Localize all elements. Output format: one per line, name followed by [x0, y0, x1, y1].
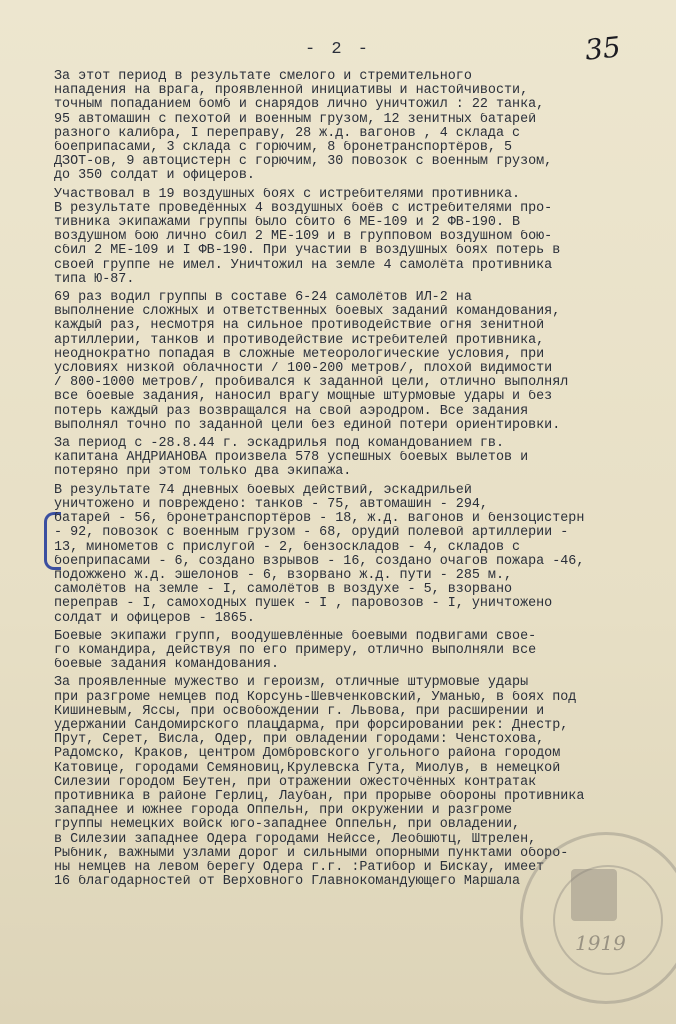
text-line: переправ - I, самоходных пушек - I , паровозов - I, уничтожено — [54, 597, 553, 612]
text-line: разного калибра, I переправу, 28 ж.д. вагонов , 4 склада с — [54, 126, 521, 141]
text-line: выполнение сложных и ответственных боевых заданий командования, — [54, 305, 561, 320]
text-line: боевые задания командования. — [54, 658, 279, 673]
text-line: потерь каждый раз возвращался на свой аэродром. Все задания — [54, 404, 529, 419]
text-line: потеряно при этом только два экипажа. — [54, 465, 352, 480]
text-line: боеприпасами, 3 склада с горючим, 8 бронетранспортёров, 5 — [54, 141, 513, 156]
text-line: батарей - 56, бронетранспортёров - 18, ж.д. вагонов и бензоцистерн — [54, 512, 585, 527]
text-line: подожжено ж.д. эшелонов - 6, взорвано ж.д. пути - 285 м., — [54, 568, 513, 583]
text-line: солдат и офицеров - 1865. — [54, 611, 255, 626]
text-line: го командира, действуя по его примеру, отлично выполняли все — [54, 643, 537, 658]
text-line: За этот период в результате смелого и стремительного — [54, 70, 472, 84]
text-line: Прут, Серет, Висла, Одер, при овладении городами: Ченстохова, — [54, 733, 545, 748]
text-line: самолётов на земле - I, самолётов в воздухе - 5, взорвано — [54, 583, 513, 598]
text-line: 16 благодарностей от Верховного Главнокомандующего Маршала — [54, 875, 521, 890]
page-number: - 2 - — [304, 40, 371, 59]
stamp-emblem-icon — [571, 869, 617, 921]
text-line: условиях низкой облачности / 100-200 метров/, плохой видимости — [54, 362, 553, 377]
text-line: В результате проведённых 4 воздушных боёв с истребителями про- — [54, 201, 553, 216]
text-line: точным попаданием бомб и снарядов лично уничтожил : 22 танка, — [54, 98, 545, 113]
paragraph — [54, 70, 656, 184]
text-line: неоднократно попадая в сложные метеорологические условия, при — [54, 347, 545, 362]
paragraph — [54, 630, 656, 673]
text-line: тивника экипажами группы было сбито 6 МЕ-109 и 2 ФВ-190. В — [54, 216, 521, 231]
text-line: своей группе не имел. Уничтожил на земле 4 самолёта противника — [54, 258, 553, 273]
text-line: каждый раз, несмотря на сильное противодействие огня зенитной — [54, 319, 545, 334]
text-line: 69 раз водил группы в составе 6-24 самолётов ИЛ-2 на — [54, 291, 472, 306]
text-line: капитана АНДРИАНОВА произвела 578 успешных боевых вылетов и — [54, 451, 529, 466]
text-line: ДЗОТ-ов, 9 автоцистерн с горючим, 30 повозок с военным грузом, — [54, 155, 553, 170]
stamp-year: 1919 — [575, 931, 626, 955]
text-line: Катовице, городами Семяновиц,Крулевска Гута, Миолув, в немецкой — [54, 761, 561, 776]
text-line: Участвовал в 19 воздушных боях с истребителями противника. — [54, 187, 521, 202]
archive-stamp — [520, 832, 676, 1004]
text-line: артиллерии, танков и противодействие истребителей противника, — [54, 333, 545, 348]
text-line: до 350 солдат и офицеров. — [54, 169, 255, 184]
text-line: типа Ю-87. — [54, 272, 135, 287]
text-line: противника в районе Герлиц, Лаубан, при прорыве обороны противника — [54, 789, 585, 804]
text-line: Радомско, Краков, центром Домбровского угольного района городом — [54, 747, 561, 762]
text-line: За период с -28.8.44 г. эскадрилья под командованием гв. — [54, 437, 504, 452]
paragraph — [54, 437, 656, 480]
text-line: Силезии городом Беутен, при отражении ожесточённых контратак — [54, 775, 537, 790]
archive-sheet-number: 35 — [583, 30, 623, 67]
text-line: боеприпасами - 6, создано взрывов - 16, создано очагов пожара -46, — [54, 554, 585, 569]
document-body — [54, 70, 656, 893]
text-line: / 800-1000 метров/, пробивался к заданной цели, отлично выполнял — [54, 376, 569, 391]
text-line: нападения на врага, проявленной инициативы и настойчивости, — [54, 84, 529, 99]
text-line: В результате 74 дневных боевых действий, эскадрильей — [54, 483, 472, 498]
text-line: Боевые экипажи групп, воодушевлённые боевыми подвигами свое- — [54, 629, 537, 644]
text-line: 13, минометов с прислугой - 2, бензоскладов - 4, складов с — [54, 540, 521, 555]
text-line: группы немецких войск юго-западнее Оппельн, при овладении, — [54, 818, 521, 833]
text-line: удержании Сандомирского плацдарма, при форсировании рек: Днестр, — [54, 718, 569, 733]
text-line: уничтожено и повреждено: танков - 75, автомашин - 294, — [54, 497, 488, 512]
text-line: сбил 2 МЕ-109 и I ФВ-190. При участии в воздушных боях потерь в — [54, 244, 561, 259]
text-line: воздушном бою лично сбил 2 МЕ-109 и в групповом воздушном бою- — [54, 230, 553, 245]
text-line: За проявленные мужество и героизм, отличные штурмовые удары — [54, 676, 529, 691]
text-line: - 92, повозок с военным грузом - 68, орудий полевой артиллерии - — [54, 526, 569, 541]
paragraph — [54, 291, 656, 433]
text-line: Рыбник, важными узлами дорог и сильными опорными пунктами оборо- — [54, 846, 569, 861]
paragraph — [54, 484, 656, 626]
text-line: все боевые задания, наносил врагу мощные штурмовые удары и без — [54, 390, 553, 405]
text-line: 95 автомашин с пехотой и военным грузом, 12 зенитных батарей — [54, 112, 537, 127]
text-line: западнее и южнее города Оппельн, при окружении и разгроме — [54, 804, 513, 819]
text-line: при разгроме немцев под Корсунь-Шевченковский, Уманью, в боях под — [54, 690, 577, 705]
text-line: ны немцев на левом берегу Одера г.г. :Ратибор и Бискау, имеет — [54, 860, 545, 875]
text-line: выполнял точно по заданной цели без единой потери ориентировки. — [54, 418, 561, 433]
paragraph — [54, 188, 656, 287]
text-line: в Силезии западнее Одера городами Нейссе, Леобшютц, Штрелен, — [54, 832, 537, 847]
text-line: Кишиневым, Яссы, при освобождении г. Львова, при расширении и — [54, 704, 545, 719]
